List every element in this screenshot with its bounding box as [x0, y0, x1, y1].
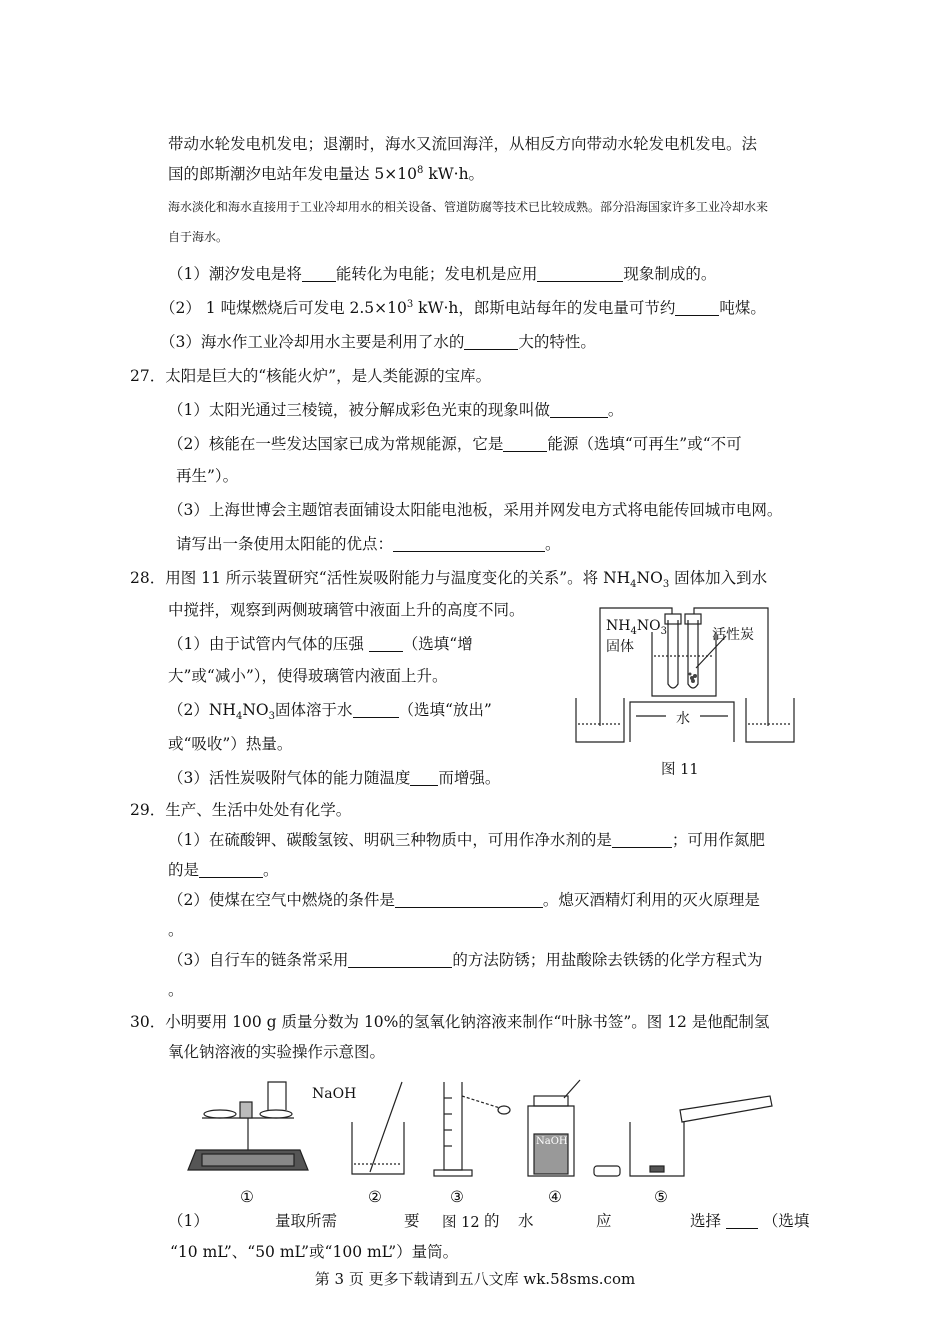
q30-part-1-num: （1）: [168, 1212, 209, 1230]
q30-part-1-seg: 应: [596, 1212, 612, 1230]
blank[interactable]: [353, 701, 399, 718]
fig11-carbon-label: 活性炭: [712, 627, 754, 643]
q29-stem: 29．生产、生活中处处有化学。: [130, 801, 352, 819]
blank[interactable]: [393, 535, 545, 552]
figure-12: [182, 1078, 782, 1186]
fig11-solid-label: 固体: [606, 639, 634, 655]
q29-part-2-cont: 。: [168, 921, 184, 939]
figure-12-caption: 图 12: [442, 1215, 480, 1231]
q30-part-1-seg: 选择 （选填: [690, 1212, 810, 1230]
q30-part-1-seg: 的: [484, 1212, 500, 1230]
q29-part-2: （2）使煤在空气中燃烧的条件是 。熄灭酒精灯利用的灭火原理是: [168, 891, 760, 909]
figure-11: [568, 606, 800, 756]
intro-line-1: 带动水轮发电机发电；退潮时，海水又流回海洋，从相反方向带动水轮发电机发电。法: [168, 135, 758, 153]
fig12-jar-label: NaOH: [536, 1136, 568, 1147]
blank[interactable]: [550, 401, 608, 418]
q28-stem-cont: 中搅拌，观察到两侧玻璃管中液面上升的高度不同。: [168, 601, 525, 619]
blank[interactable]: [537, 265, 623, 282]
intro-small-line-2: 自于海水。: [168, 230, 229, 244]
q27-part-2: （2）核能在一些发达国家已成为常规能源，它是 能源（选填“可再生”或“不可: [168, 435, 742, 453]
q27-part-2-cont: 再生”）。: [176, 467, 239, 485]
q27-part-3-cont: 请写出一条使用太阳能的优点： 。: [176, 535, 561, 553]
q26-part-1: （1）潮汐发电是将 能转化为电能；发电机是应用 现象制成的。: [168, 265, 717, 283]
q27-stem: 27．太阳是巨大的“核能火炉”，是人类能源的宝库。: [130, 367, 492, 385]
blank[interactable]: [410, 769, 438, 786]
intro-small-line-1: 海水淡化和海水直接用于工业冷却用水的相关设备、管道防腐等技术已比较成熟。部分沿海国家许多工业冷却水来: [168, 200, 769, 214]
figure-12-drawing: [182, 1078, 782, 1186]
q29-part-1-cont: 的是 。: [168, 861, 279, 879]
q30-part-1-seg: 水: [518, 1212, 534, 1230]
q29-part-3: （3）自行车的链条常采用 的方法防锈；用盐酸除去铁锈的化学方程式为: [168, 951, 763, 969]
blank[interactable]: [726, 1212, 758, 1229]
intro-line-2: 国的郎斯潮汐电站年发电量达 $5\times 10^8$ kW·h。: [168, 164, 485, 183]
q30-part-1-seg: 量取所需: [275, 1212, 338, 1230]
fig11-water-label: 水: [676, 711, 690, 727]
step-1: ①: [240, 1188, 254, 1206]
q28-part-1-cont: 大”或“减小”），使得玻璃管内液面上升。: [168, 667, 448, 685]
step-4: ④: [548, 1188, 562, 1206]
q28-part-3: （3）活性炭吸附气体的能力随温度 而增强。: [168, 769, 501, 787]
blank[interactable]: [302, 265, 336, 282]
step-3: ③: [450, 1188, 464, 1206]
blank[interactable]: [348, 951, 452, 968]
q27-part-3: （3）上海世博会主题馆表面铺设太阳能电池板，采用并网发电方式将电能传回城市电网。: [168, 501, 783, 519]
blank[interactable]: [675, 299, 719, 316]
page-footer: 第 3 页 更多下载请到五八文库 wk.58sms.com: [314, 1270, 636, 1288]
fig11-nh4no3-label: $NH_4NO_3$: [606, 618, 667, 637]
q26-part-2: （2） 1 吨煤燃烧后可发电 $2.5\times 10^3$ kW·h，郎斯电站每年的发电量可节约 吨煤。: [160, 298, 766, 317]
blank[interactable]: [464, 333, 518, 350]
q30-part-1-seg: 要: [404, 1212, 420, 1230]
q29-part-1: （1）在硫酸钾、碳酸氢铵、明矾三种物质中，可用作净水剂的是 ；可用作氮肥: [168, 831, 765, 849]
fig12-naoh-label: NaOH: [312, 1086, 357, 1102]
figure-11-drawing: [568, 606, 800, 756]
q28-stem: 28．用图 11 所示装置研究“活性炭吸附能力与温度变化的关系”。将 $NH_4NO_3$ 固体加入到水: [130, 569, 768, 591]
q30-stem-cont: 氧化钠溶液的实验操作示意图。: [168, 1043, 386, 1061]
blank[interactable]: [369, 635, 403, 652]
q28-part-2-cont: 或“吸收”）热量。: [168, 735, 293, 753]
q30-stem: 30．小明要用 100 g 质量分数为 10%的氢氧化钠溶液来制作“叶脉书签”。图 12 是他配制氢: [130, 1013, 770, 1031]
q27-part-1: （1）太阳光通过三棱镜，被分解成彩色光束的现象叫做 。: [168, 401, 624, 419]
blank[interactable]: [395, 891, 543, 908]
blank[interactable]: [612, 831, 672, 848]
step-5: ⑤: [654, 1188, 668, 1206]
q29-part-3-cont: 。: [168, 981, 184, 999]
blank[interactable]: [199, 861, 263, 878]
figure-11-caption: 图 11: [661, 762, 699, 778]
step-2: ②: [368, 1188, 382, 1206]
q26-part-3: （3）海水作工业冷却用水主要是利用了水的 大的特性。: [160, 333, 596, 351]
q28-part-1: （1）由于试管内气体的压强 （选填“增: [168, 635, 473, 653]
q30-part-1-cont: “10 mL”、“50 mL”或“100 mL”）量筒。: [170, 1243, 459, 1261]
q28-part-2: $(2)NH_4NO_3$固体溶于水 （选填“放出”: [168, 701, 492, 723]
blank[interactable]: [503, 435, 547, 452]
